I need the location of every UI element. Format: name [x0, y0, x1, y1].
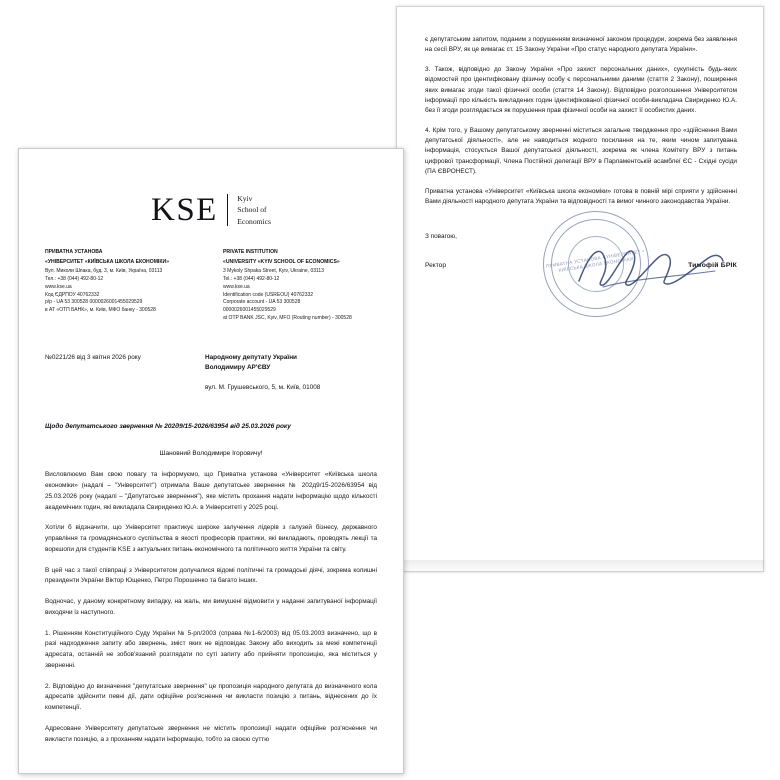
kse-logo	[45, 193, 377, 227]
body-paragraph: Хотіли б відзначити, що Університет практикує широке залучення лідерів з галузей бізнесу, державного управління та громадянського суспільства в якості професорів практики, які викладають, проводять лекції та воркшопи для студентів KSE з актуальних питань економічного та політичного життя України та світу.	[45, 524, 377, 553]
handwritten-signature	[575, 239, 725, 295]
stamp-text: ПРИВАТНА УСТАНОВА • УНІВЕРСИТЕТ • КИЇВСЬКА ШКОЛА ЕКОНОМІКИ	[545, 248, 645, 274]
logo-subtitle-line2: School of	[237, 205, 267, 215]
document-salutation: Шановний Володимире Ігоровичу!	[159, 450, 263, 458]
document-page-1	[18, 148, 404, 774]
logo-subtitle-line1: Kyiv	[237, 194, 253, 203]
letterhead-en-line: Identification code (USREOU) 40762332	[223, 291, 314, 298]
letterhead-ua-line: р/р - UA 53 300528 0000026001455029529	[45, 299, 143, 306]
logo-subtitle-line3: Economics	[237, 216, 271, 226]
page2-paragraph: є депутатським запитом, поданим з порушенням визначеної законом процедури, зокрема без заявлення на сесії ВРУ, як це вимагає ст. 15 Закону України «Про статус народного депутата України».	[425, 36, 737, 54]
letterhead-en-title-1: PRIVATE INSTITUTION	[223, 249, 278, 256]
body-paragraph: Адресоване Університету депутатське звернення не містить пропозиції надати офіційне роз'яснення чи викласти позицію, а з проханням надати інформацію, тобто за своєю суттю	[45, 724, 377, 743]
document-subject: Щодо депутатського звернення № 202д9/15-2026/63954 від 25.03.2026 року	[45, 423, 291, 431]
body-paragraph: Висловлюємо Вам свою повагу та інформуємо, що Приватна установа «Університет «Київська школа економіки» (надалі – "Університет") отримала Ваше депутатське звернення № 202д9/15-2026/63954 від 25.03.2026 року (надалі – "Депутатське звернення"), яке містить прохання надати інформацію щодо кількості академічних годин, які викладала Свириденко Ю.А. в Університеті у 2025 році.	[45, 471, 377, 511]
letterhead-en-line: 3 Mykoly Shpaka Street, Kyiv, Ukraine, 03113	[223, 268, 324, 275]
signature-regards: З повагою,	[425, 233, 457, 241]
letterhead-ua-line: Тел.: +38 (044) 492-80-12	[45, 276, 104, 283]
document-reference: №0221/26 від 3 квітня 2026 року	[45, 353, 141, 361]
body-paragraph: 2. Відповідно до визначення "депутатське звернення" це пропозиція народного депутата до визначеного кола адресатів здійснити певні дії, дати офіційне роз'яснення чи викласти позицію з питань, віднесених до їх компетенції.	[45, 682, 377, 712]
body-paragraph: 1. Рішенням Конституційного Суду України № 5-рп/2003 (справа №1-6/2003) від 05.03.2003 визначено, що в разі надходження запиту або звернень, зміст яких не відповідає Закону або виходить за межі компетенції адресата, останній не зобов'язаний розглядати по суті запиту або прийняти пропозицію, яка міститься у зверненні.	[45, 629, 377, 669]
signature-name: Тимофій БРІК	[688, 262, 737, 270]
addressee-line-2: Володимиру АР'ЄВУ	[205, 364, 271, 372]
page2-paragraph: 4. Крім того, у Вашому депутатському зверненні міститься загальне твердження про «здійснення Вами депутатської діяльності», але не наводиться жодного посилання на те, яким чином запитувана інформація, стосується Вашої депутатської діяльності, зокрема як члена Комітету ВРУ з питань цифрової трансформації, Члена Постійної делегації ВРУ в Парламентській асамблеї ЄС - Східні сусіди (ПА ЄВРОНЕСТ).	[425, 126, 737, 176]
signature-block	[425, 233, 737, 353]
logo-subtitle	[237, 193, 271, 227]
page2-paragraph: 3. Також, відповідно до Закону України «Про захист персональних даних», сукупність будь-яких відомостей про ідентифіковану фізичну особу є персональними даними (стаття 2 Закону), поширення яких вимагає згоди такої фізичної особи (стаття 14 Закону). Відповідно розголошення Університетом інформації про кількість викладених годин ідентифікованої фізичної особи-викладача Свириденко Ю.А. без її згоди розглядається як порушення прав фізичної особи на захист її особистих даних.	[425, 65, 737, 115]
letterhead-ua-line: www.kse.ua	[45, 283, 72, 290]
document-meta	[45, 353, 377, 394]
addressee-line-1: Народному депутату України	[205, 353, 297, 361]
letterhead-en	[223, 249, 377, 323]
body-paragraph: В цей час з такої співпраці з Університетом долучалися відомі політичні та громадські діячі, зокрема колишні президенти України Віктор Ющенко, Петро Порошенко та багато інших.	[45, 566, 377, 585]
addressee-address: вул. М. Грушевського, 5, м. Київ, 01008	[205, 383, 321, 391]
letterhead	[45, 249, 377, 323]
letterhead-ua-title-1: ПРИВАТНА УСТАНОВА	[45, 249, 103, 256]
document-page-2	[396, 6, 764, 572]
letterhead-ua-line: в АТ «ОТП БАНК», м. Київ, МФО банку - 300528	[45, 307, 156, 314]
logo-mark: KSE	[151, 191, 218, 228]
letterhead-en-title-2: «UNIVERSITY «KYIV SCHOOL OF ECONOMICS»	[223, 258, 340, 265]
letterhead-en-line: at OTP BANK JSC, Kyiv, MFO (Routing number) - 300528	[223, 314, 352, 321]
page-edge-shadow	[396, 560, 764, 574]
letterhead-en-line: www.kse.ua	[223, 283, 250, 290]
letterhead-en-line: Tel.: +38 (044) 492-80-12	[223, 276, 280, 283]
signature-role: Ректор	[425, 262, 447, 270]
logo-divider	[227, 194, 228, 226]
page2-paragraph: Приватна установа «Університет «Київська школа економіки» готова в повній мірі сприяти у здійсненні Вами діяльності народного депутата України та відповідності та вимог чинного законодавства України.	[425, 187, 737, 205]
body-paragraph: Водночас, у даному конкретному випадку, на жаль, ми вимушені відмовити у наданні запитуваної інформації виходячи із наступного.	[45, 598, 377, 616]
letterhead-en-line: Corporate account - UA 53 300528	[223, 299, 301, 306]
letterhead-ua-title-2: «УНІВЕРСИТЕТ «КИЇВСЬКА ШКОЛА ЕКОНОМІКИ»	[45, 258, 169, 265]
letterhead-ua-line: Код ЄДРПОУ 40762332	[45, 291, 100, 298]
letterhead-en-line: 0000026001455029529	[223, 307, 276, 314]
letterhead-ua-line: Вул. Миколи Шпака, буд. 3, м. Київ, Україна, 03113	[45, 268, 163, 275]
letterhead-ua	[45, 249, 199, 323]
addressee-block	[205, 353, 377, 394]
